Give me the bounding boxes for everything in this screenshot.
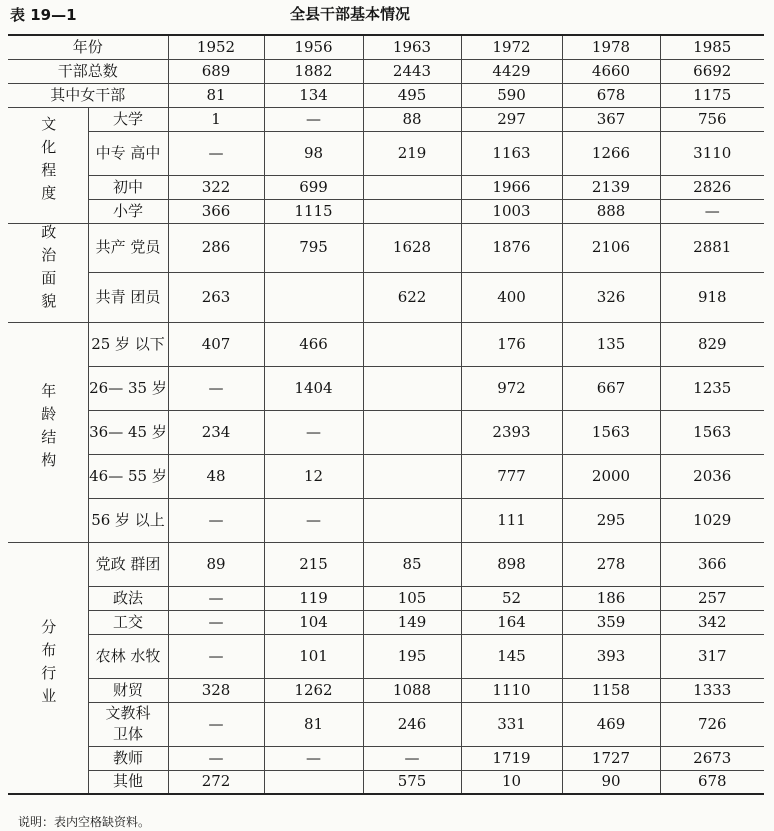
data-cell: 297 (461, 107, 562, 131)
data-cell: — (168, 131, 264, 175)
data-cell: 1262 (264, 678, 363, 702)
data-cell (264, 770, 363, 794)
data-cell: 6692 (660, 59, 764, 83)
data-cell: 2826 (660, 175, 764, 199)
table-body (8, 35, 764, 794)
row-label: 56 岁 以上 (88, 498, 168, 542)
data-cell: — (264, 107, 363, 131)
data-cell: — (660, 199, 764, 223)
data-cell: — (264, 498, 363, 542)
row-label: 大学 (88, 107, 168, 131)
table-row (8, 610, 764, 634)
data-cell: 366 (660, 542, 764, 586)
table-row (8, 702, 764, 746)
data-cell: 104 (264, 610, 363, 634)
data-cell (363, 322, 461, 366)
data-cell: 234 (168, 410, 264, 454)
year-1956: 1956 (264, 35, 363, 59)
data-cell: 326 (562, 273, 660, 323)
data-cell: 246 (363, 702, 461, 746)
data-cell: 134 (264, 83, 363, 107)
data-cell: — (168, 634, 264, 678)
data-cell: 918 (660, 273, 764, 323)
data-cell: 257 (660, 586, 764, 610)
data-cell: 145 (461, 634, 562, 678)
data-cell: 888 (562, 199, 660, 223)
table-row (8, 678, 764, 702)
data-cell: — (168, 498, 264, 542)
data-cell: 1882 (264, 59, 363, 83)
data-cell: 295 (562, 498, 660, 542)
data-cell: 2393 (461, 410, 562, 454)
data-cell: 1175 (660, 83, 764, 107)
data-cell: — (264, 410, 363, 454)
summary-row (8, 83, 764, 107)
data-cell: — (168, 366, 264, 410)
row-label: 46— 55 岁 (88, 454, 168, 498)
table-row (8, 175, 764, 199)
data-cell: 2139 (562, 175, 660, 199)
table-row (8, 770, 764, 794)
data-cell: 469 (562, 702, 660, 746)
data-cell: 1719 (461, 746, 562, 770)
data-cell: 342 (660, 610, 764, 634)
data-cell (363, 410, 461, 454)
header-row (8, 35, 764, 59)
data-cell: 2443 (363, 59, 461, 83)
data-cell: 1003 (461, 199, 562, 223)
row-label: 其他 (88, 770, 168, 794)
data-cell: 590 (461, 83, 562, 107)
data-cell: 322 (168, 175, 264, 199)
row-label: 36— 45 岁 (88, 410, 168, 454)
table-row (8, 586, 764, 610)
row-label: 政法 (88, 586, 168, 610)
row-label: 中专 高中 (88, 131, 168, 175)
data-cell: 1115 (264, 199, 363, 223)
data-cell: 215 (264, 542, 363, 586)
data-cell: — (168, 610, 264, 634)
data-cell: — (168, 586, 264, 610)
table-row (8, 542, 764, 586)
table-row (8, 131, 764, 175)
group-label-text: 政治面貌 (39, 223, 58, 316)
table-row (8, 410, 764, 454)
row-label: 教师 (88, 746, 168, 770)
data-cell: 1727 (562, 746, 660, 770)
data-cell: 111 (461, 498, 562, 542)
row-label: 共青 团员 (88, 273, 168, 323)
data-cell: 85 (363, 542, 461, 586)
data-cell: 898 (461, 542, 562, 586)
data-cell: 359 (562, 610, 660, 634)
data-cell (363, 199, 461, 223)
data-cell: 1 (168, 107, 264, 131)
data-cell (363, 498, 461, 542)
data-cell: 12 (264, 454, 363, 498)
data-cell: 317 (660, 634, 764, 678)
table-row (8, 107, 764, 131)
data-cell: 393 (562, 634, 660, 678)
data-cell: 89 (168, 542, 264, 586)
row-label: 25 岁 以下 (88, 322, 168, 366)
data-cell: 407 (168, 322, 264, 366)
data-cell: 1563 (562, 410, 660, 454)
data-cell: 1333 (660, 678, 764, 702)
group-label (8, 107, 88, 223)
group-label (8, 223, 88, 322)
data-cell: 795 (264, 223, 363, 273)
table-row (8, 634, 764, 678)
data-cell: 101 (264, 634, 363, 678)
row-label: 干部总数 (8, 59, 168, 83)
data-cell: 575 (363, 770, 461, 794)
data-cell: 88 (363, 107, 461, 131)
data-cell: 149 (363, 610, 461, 634)
data-cell: 90 (562, 770, 660, 794)
data-cell: 10 (461, 770, 562, 794)
data-cell: 1966 (461, 175, 562, 199)
data-cell: 726 (660, 702, 764, 746)
data-cell: — (264, 746, 363, 770)
data-cell: 1088 (363, 678, 461, 702)
year-1985: 1985 (660, 35, 764, 59)
data-cell: 400 (461, 273, 562, 323)
group-label (8, 322, 88, 542)
table-row (8, 498, 764, 542)
data-cell: — (168, 746, 264, 770)
data-cell: 777 (461, 454, 562, 498)
data-cell (363, 175, 461, 199)
data-cell: 829 (660, 322, 764, 366)
data-cell: 164 (461, 610, 562, 634)
data-cell: 678 (562, 83, 660, 107)
table-title: 全县干部基本情况 (290, 5, 411, 23)
table-row (8, 322, 764, 366)
data-cell: 4660 (562, 59, 660, 83)
row-label: 财贸 (88, 678, 168, 702)
data-cell: 466 (264, 322, 363, 366)
data-cell: 667 (562, 366, 660, 410)
row-label: 小学 (88, 199, 168, 223)
year-1978: 1978 (562, 35, 660, 59)
data-cell: 622 (363, 273, 461, 323)
row-label: 共产 党员 (88, 223, 168, 273)
data-cell: 366 (168, 199, 264, 223)
data-cell: — (168, 702, 264, 746)
table-row (8, 273, 764, 323)
data-cell: 2881 (660, 223, 764, 273)
group-label (8, 542, 88, 794)
data-cell: 1628 (363, 223, 461, 273)
data-cell: 1876 (461, 223, 562, 273)
cadre-statistics-table (8, 34, 764, 795)
data-cell: 972 (461, 366, 562, 410)
data-cell: 105 (363, 586, 461, 610)
data-cell: 1563 (660, 410, 764, 454)
data-cell: 699 (264, 175, 363, 199)
data-cell: 278 (562, 542, 660, 586)
summary-row (8, 59, 764, 83)
data-cell: 81 (264, 702, 363, 746)
data-cell: 3110 (660, 131, 764, 175)
data-cell: 678 (660, 770, 764, 794)
row-label: 文教科 卫体 (88, 702, 168, 746)
data-cell: 2000 (562, 454, 660, 498)
data-cell: 48 (168, 454, 264, 498)
table-row (8, 223, 764, 273)
data-cell: 272 (168, 770, 264, 794)
data-cell (264, 273, 363, 323)
data-cell: 98 (264, 131, 363, 175)
row-label: 26— 35 岁 (88, 366, 168, 410)
footnote: 说明：表内空格缺资料。 (18, 815, 151, 829)
data-cell (363, 366, 461, 410)
data-cell: 1163 (461, 131, 562, 175)
group-label-text: 文化程度 (39, 116, 58, 208)
table-label: 表 19—1 (10, 6, 77, 24)
data-cell: 52 (461, 586, 562, 610)
data-cell: 1110 (461, 678, 562, 702)
data-cell: 495 (363, 83, 461, 107)
row-label: 党政 群团 (88, 542, 168, 586)
data-cell: 1266 (562, 131, 660, 175)
row-label: 其中女干部 (8, 83, 168, 107)
data-cell: 119 (264, 586, 363, 610)
group-label-text: 年龄结构 (39, 383, 58, 475)
data-cell: 1404 (264, 366, 363, 410)
data-cell: 2036 (660, 454, 764, 498)
table-row (8, 746, 764, 770)
data-cell: 689 (168, 59, 264, 83)
data-cell: 263 (168, 273, 264, 323)
year-1963: 1963 (363, 35, 461, 59)
data-cell: 219 (363, 131, 461, 175)
data-cell: 81 (168, 83, 264, 107)
data-cell: 186 (562, 586, 660, 610)
table-row (8, 199, 764, 223)
data-cell: 1158 (562, 678, 660, 702)
data-cell: 328 (168, 678, 264, 702)
row-label: 农林 水牧 (88, 634, 168, 678)
group-label-text: 分布行业 (39, 618, 58, 711)
data-cell: 2106 (562, 223, 660, 273)
data-cell: 367 (562, 107, 660, 131)
data-cell: 176 (461, 322, 562, 366)
row-label: 初中 (88, 175, 168, 199)
data-cell: 135 (562, 322, 660, 366)
row-label: 工交 (88, 610, 168, 634)
data-cell: 756 (660, 107, 764, 131)
data-cell: 331 (461, 702, 562, 746)
data-cell: 2673 (660, 746, 764, 770)
year-header: 年份 (8, 35, 168, 59)
data-cell: — (363, 746, 461, 770)
data-cell: 1235 (660, 366, 764, 410)
data-cell: 195 (363, 634, 461, 678)
data-cell: 4429 (461, 59, 562, 83)
year-1972: 1972 (461, 35, 562, 59)
year-1952: 1952 (168, 35, 264, 59)
table-row (8, 454, 764, 498)
table-row (8, 366, 764, 410)
data-cell: 286 (168, 223, 264, 273)
data-cell (363, 454, 461, 498)
data-cell: 1029 (660, 498, 764, 542)
